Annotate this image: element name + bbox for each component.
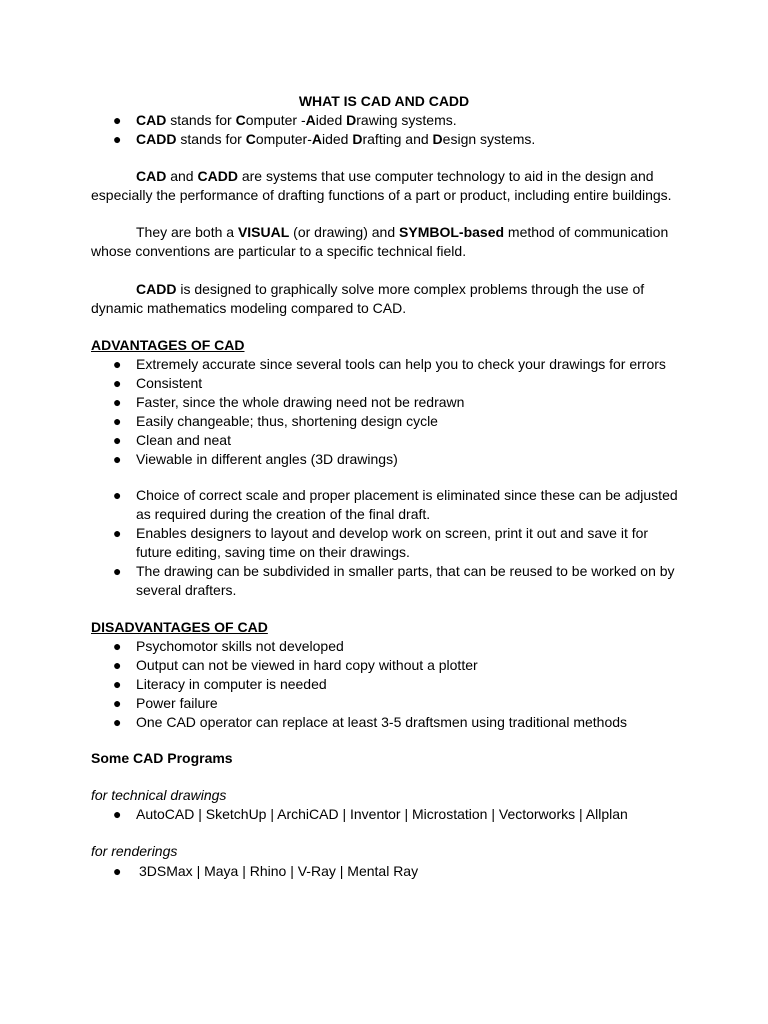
bullet-icon: ● — [113, 356, 122, 372]
bullet-icon: ● — [113, 657, 122, 673]
paragraph-cadd-design: CADD is designed to graphically solve more complex problems through the use of dynamic mathematics modeling compared to CAD. — [91, 281, 645, 316]
list-item: ● 3DSMax | Maya | Rhino | V-Ray | Mental Ray — [113, 863, 419, 879]
list-item: ● Faster, since the whole drawing need not be redrawn — [113, 394, 465, 410]
bullet-icon: ● — [113, 451, 122, 467]
list-item: ● Power failure — [113, 695, 218, 711]
list-item: ● Clean and neat — [113, 432, 231, 448]
list-item: ● Choice of correct scale and proper placement is eliminated since these can be adjusted as required during the creation of the final draft. — [113, 487, 678, 522]
disadvantages-list — [91, 637, 681, 732]
advantages-heading: ADVANTAGES OF CAD — [91, 337, 245, 353]
bullet-icon: ● — [113, 806, 122, 822]
list-item: ● Literacy in computer is needed — [113, 676, 327, 692]
bullet-icon: ● — [113, 131, 122, 147]
list-item: ● Consistent — [113, 375, 203, 391]
programs-heading: Some CAD Programs — [91, 750, 233, 766]
list-item: ● CAD stands for Computer -Aided Drawing systems. — [113, 112, 457, 128]
bullet-icon: ● — [113, 432, 122, 448]
list-item: ● The drawing can be subdivided in smaller parts, that can be reused to be worked on by several drafters. — [113, 563, 675, 598]
disadvantages-heading: DISADVANTAGES OF CAD — [91, 619, 268, 635]
document-title: WHAT IS CAD AND CADD — [298, 93, 470, 109]
paragraph-cad-cadd: CAD and CADD are systems that use computer technology to aid in the design and especially the performance of drafting functions of a part or product, including entire buildings. — [91, 168, 672, 203]
bullet-icon: ● — [113, 487, 122, 503]
bullet-icon: ● — [113, 563, 122, 579]
paragraph-visual-symbol: They are both a VISUAL (or drawing) and SYMBOL-based method of communication whose conventions are particular to a specific technical field. — [91, 224, 669, 259]
bullet-icon: ● — [113, 413, 122, 429]
list-item: ● Easily changeable; thus, shortening design cycle — [113, 413, 438, 429]
bullet-icon: ● — [113, 525, 122, 541]
list-item: ● Viewable in different angles (3D drawings) — [113, 451, 398, 467]
bullet-icon: ● — [113, 714, 122, 730]
definition-list — [91, 111, 681, 149]
technical-drawings-label: for technical drawings — [91, 787, 227, 803]
list-item: ● Output can not be viewed in hard copy without a plotter — [113, 657, 478, 673]
list-item: ● One CAD operator can replace at least 3-5 draftsmen using traditional methods — [113, 714, 628, 730]
advantages-list — [91, 355, 681, 469]
list-item: ● Psychomotor skills not developed — [113, 638, 344, 654]
bullet-icon: ● — [113, 676, 122, 692]
bullet-icon: ● — [113, 375, 122, 391]
bullet-icon: ● — [113, 695, 122, 711]
advantages-list-continued — [91, 486, 681, 600]
list-item: ● Enables designers to layout and develop work on screen, print it out and save it for future editing, saving time on their drawings. — [113, 525, 649, 560]
list-item: ● AutoCAD | SketchUp | ArchiCAD | Inventor | Microstation | Vectorworks | Allplan — [113, 806, 628, 822]
bullet-icon: ● — [113, 394, 122, 410]
rendering-programs-list — [91, 862, 681, 881]
bullet-icon: ● — [113, 863, 122, 879]
bullet-icon: ● — [113, 638, 122, 654]
list-item: ● CADD stands for Computer-Aided Drafting and Design systems. — [113, 131, 536, 147]
bullet-icon: ● — [113, 112, 122, 128]
technical-programs-list — [91, 805, 681, 824]
list-item: ● Extremely accurate since several tools can help you to check your drawings for errors — [113, 356, 666, 372]
renderings-label: for renderings — [91, 843, 178, 859]
